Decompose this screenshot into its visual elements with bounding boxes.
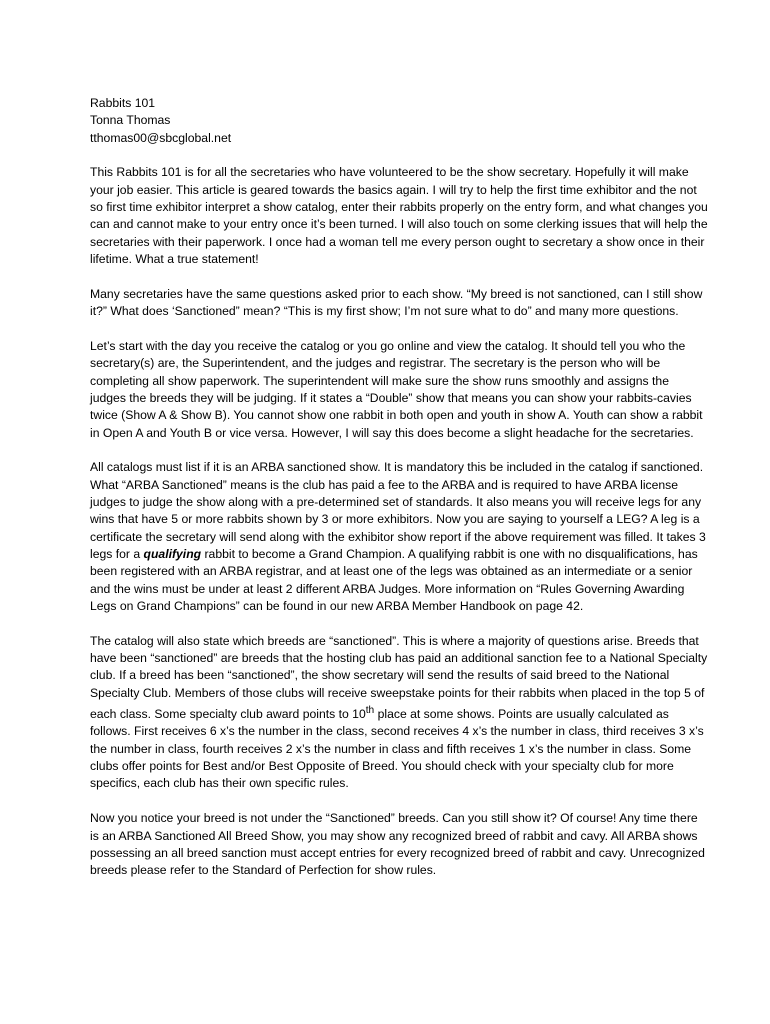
document-page: [90, 95, 708, 880]
paragraph-questions: Many secretaries have the same questions asked prior to each show. “My breed is not sanctioned, can I still show it?” What does ‘Sanctioned” mean? “This is my first show; I’m not sure what to do” and many more questions.: [90, 286, 703, 319]
breeds-text-part-1: The catalog will also state which breeds are “sanctioned”. This is where a majority of questions arise. Breeds that have been “sanctioned” are breeds that the hosting club has paid an additional sanction fee to a National Specialty club. If a breed has been “sanctioned”, the show secretary will send the results of said breed to the National Specialty Club. Members of those clubs will receive sweepstake points for their rabbits when placed in the top 5 of each class. Some specialty club award points to 10: [90, 633, 708, 722]
breeds-text-part-2: place at some shows. Points are usually calculated as follows. First receives 6 x’s the number in the class, second receives 4 x’s the number in class, third receives 3 x’s the number in class, fourth receives 2 x’s the number in class and fifth receives 1 x’s the number in class. Some clubs offer points for Best and/or Best Opposite of Breed. You should check with your specialty club for more specifics, each club has their own specific rules.: [90, 707, 704, 791]
article-title: Rabbits 101: [90, 96, 156, 110]
qualifying-emphasis: qualifying: [143, 546, 202, 561]
paragraph-sanctioned-breeds: [90, 633, 708, 793]
author-email: tthomas00@sbcglobal.net: [90, 130, 232, 145]
article-header: [90, 95, 708, 147]
paragraph-arba-sanctioned: [90, 459, 708, 615]
arba-text-part-1: All catalogs must list if it is an ARBA sanctioned show. It is mandatory this be included in the catalog if sanctioned. What “ARBA Sanctioned” means is the club has paid a fee to the ARBA and is required to have ARBA license judges to judge the show along with a pre-determined set of standards. It also means you will receive legs for any wins that have 5 or more rabbits shown by 3 or more exhibitors. Now you are saying to yourself a LEG? A leg is a certificate the secretary will send along with the exhibitor show report if the above requirement was filled. It takes 3 legs for a: [90, 460, 706, 561]
ordinal-superscript: th: [365, 705, 375, 717]
arba-text-part-2: rabbit to become a Grand Champion. A qualifying rabbit is one with no disqualifications, has been registered with an ARBA registrar, and at least one of the legs was obtained as an intermediate or a senior and the wins must be under at least 2 different ARBA Judges. More information on “Rules Governing Awarding Legs on Grand Champions” can be found in our new ARBA Member Handbook on page 42.: [90, 546, 698, 613]
paragraph-unsanctioned: Now you notice your breed is not under the “Sanctioned” breeds. Can you still show it? Of course! Any time there is an ARBA Sanctioned All Breed Show, you may show any recognized breed of rabbit and cavy. All ARBA shows possessing an all breed sanction must accept entries for every recognized breed of rabbit and cavy. Unrecognized breeds please refer to the Standard of Perfection for show rules.: [90, 811, 705, 878]
paragraph-intro: This Rabbits 101 is for all the secretaries who have volunteered to be the show secretary. Hopefully it will make your job easier. This article is geared towards the basics again. I will try to help the first time exhibitor and the not so first time exhibitor interpret a show catalog, enter their rabbits properly on the entry form, and what changes you can and cannot make to your entry once it’s been turned. I will also touch on some clerking issues that will help the secretaries with their paperwork. I once had a woman tell me every person ought to secretary a show once in their lifetime. What a true statement!: [90, 165, 708, 267]
author-name: Tonna Thomas: [90, 113, 171, 128]
paragraph-catalog: Let’s start with the day you receive the catalog or you go online and view the catalog. It should tell you who the secretary(s) are, the Superintendent, and the judges and registrar. The secretary is the person who will be completing all show paperwork. The superintendent will make sure the show runs smoothly and assigns the judges the breeds they will be judging. If it states a “Double” show that means you can show your rabbits-cavies twice (Show A & Show B). You cannot show one rabbit in both open and youth in show A. Youth can show a rabbit in Open A and Youth B or vice versa. However, I will say this does become a slight headache for the secretaries.: [90, 338, 703, 440]
